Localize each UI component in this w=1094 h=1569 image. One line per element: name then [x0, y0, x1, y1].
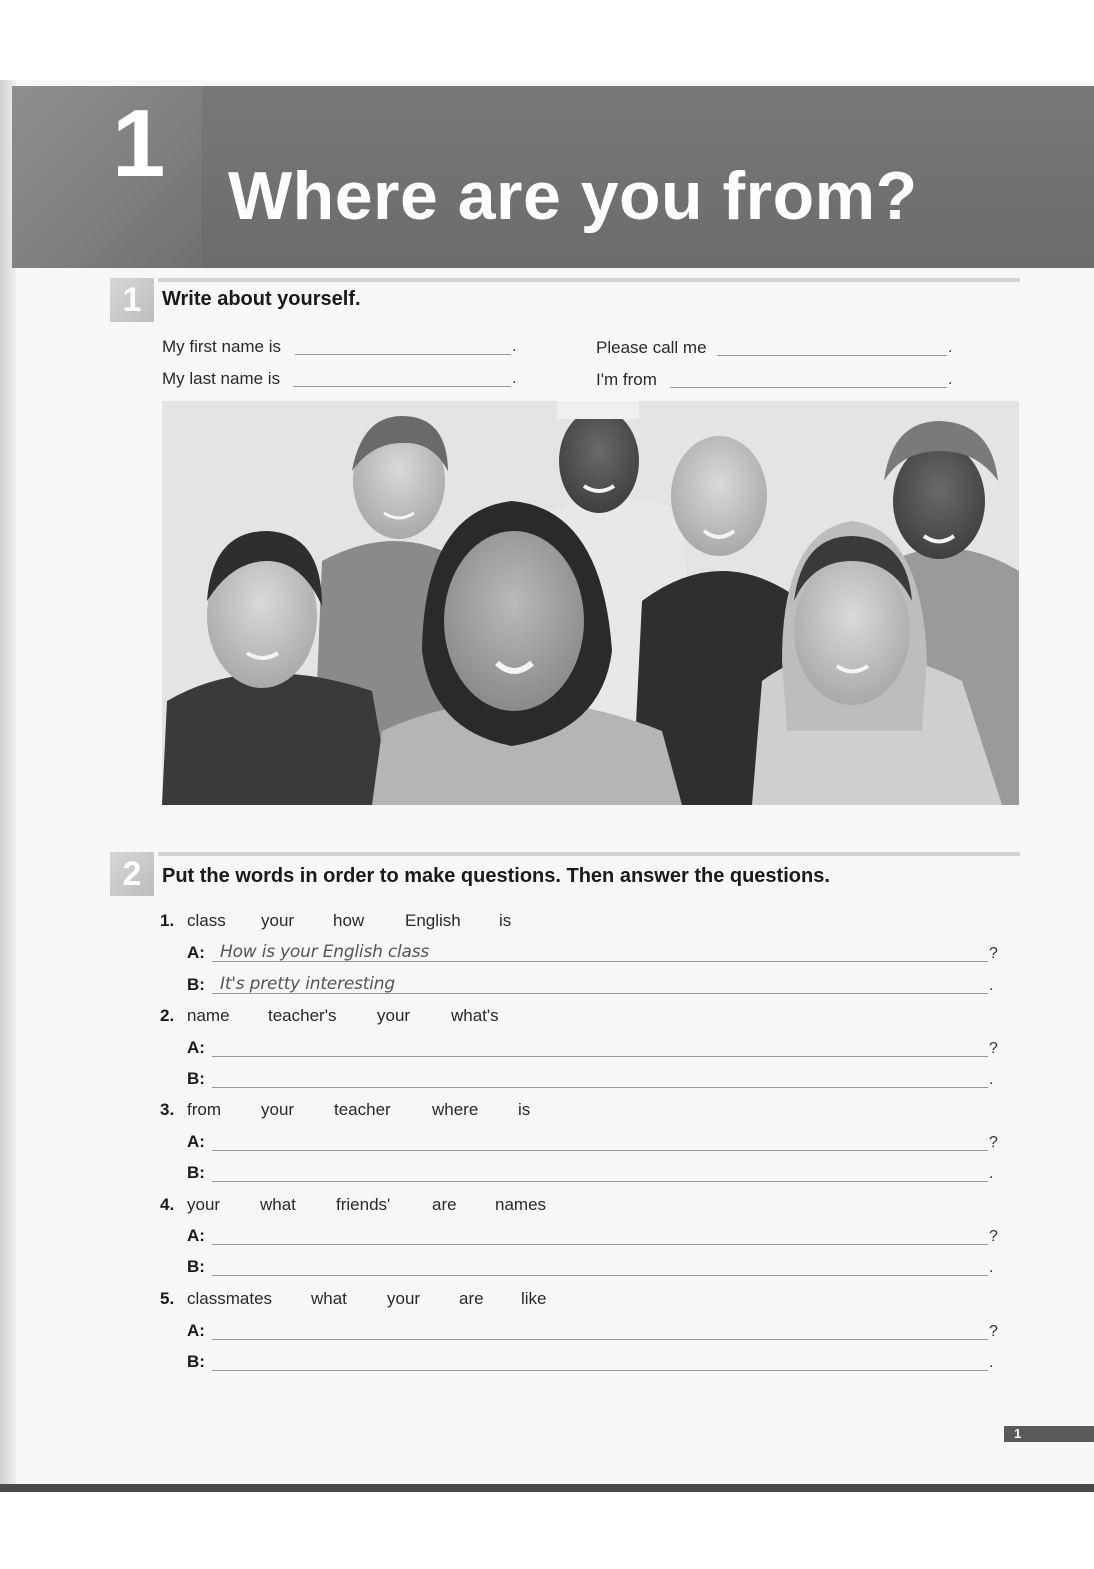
question-2-number: 2. [160, 1006, 175, 1025]
first-name-field[interactable] [295, 336, 511, 355]
question-4-word: names [495, 1195, 547, 1214]
question-3-a-label: A: [187, 1132, 205, 1151]
question-5-b-field[interactable] [212, 1352, 988, 1371]
last-name-end: . [512, 370, 517, 387]
question-1-a-label: A: [187, 943, 205, 962]
question-3-word: from [187, 1100, 221, 1119]
section-2-heading: Put the words in order to make questions. Then answer the questions. [162, 865, 830, 887]
section-2-rule [158, 852, 1020, 856]
question-4-b-end: . [989, 1259, 994, 1276]
call-me-end: . [948, 339, 953, 356]
question-3-word: is [518, 1100, 531, 1119]
question-4-b-label: B: [187, 1257, 205, 1276]
from-end: . [948, 371, 953, 388]
section-2-number: 2 [110, 852, 154, 896]
last-name-field[interactable] [293, 368, 511, 387]
question-1-word: your [261, 911, 295, 930]
question-5-word: are [459, 1289, 484, 1308]
question-5-number: 5. [160, 1289, 175, 1308]
question-4-word: friends' [336, 1195, 391, 1214]
question-4-word: your [187, 1195, 221, 1214]
question-3-b-field[interactable] [212, 1163, 988, 1182]
question-1-a-answer: How is your English class [220, 942, 430, 962]
question-5-a-end: ? [989, 1323, 998, 1340]
question-1-word: English [405, 911, 461, 930]
section-1-heading: Write about yourself. [162, 288, 361, 310]
bottom-edge-bar [0, 1484, 1094, 1492]
question-2-word: your [377, 1006, 411, 1025]
question-5-b-end: . [989, 1354, 994, 1371]
question-5-a-label: A: [187, 1321, 205, 1340]
question-4-a-field[interactable] [212, 1226, 988, 1245]
question-2-b-field[interactable] [212, 1069, 988, 1088]
question-3-word: teacher [334, 1100, 391, 1119]
question-3-a-field[interactable] [212, 1132, 988, 1151]
unit-tab [12, 86, 202, 268]
question-4-word: are [432, 1195, 457, 1214]
question-3-b-end: . [989, 1165, 994, 1182]
group-of-people-photo [162, 401, 1019, 805]
question-3-b-label: B: [187, 1163, 205, 1182]
question-1-b-answer: It's pretty interesting [220, 974, 395, 994]
question-5-word: what [311, 1289, 347, 1308]
page-binding-edge [0, 80, 16, 1492]
question-3-a-end: ? [989, 1134, 998, 1151]
question-4-a-end: ? [989, 1228, 998, 1245]
question-1-number: 1. [160, 911, 175, 930]
question-4-word: what [260, 1195, 296, 1214]
question-4-a-label: A: [187, 1226, 205, 1245]
unit-number: 1 [112, 90, 166, 197]
question-2-word: teacher's [268, 1006, 337, 1025]
question-2-word: name [187, 1006, 230, 1025]
question-5-word: classmates [187, 1289, 273, 1308]
question-2-word: what's [451, 1006, 499, 1025]
question-1-a-end: ? [989, 945, 998, 962]
from-field[interactable] [670, 369, 947, 388]
question-4-number: 4. [160, 1195, 175, 1214]
question-1-word: is [499, 911, 512, 930]
question-5-a-field[interactable] [212, 1321, 988, 1340]
question-3-word: where [432, 1100, 479, 1119]
question-2-a-end: ? [989, 1040, 998, 1057]
section-1-header [110, 278, 1020, 322]
question-5-word: like [521, 1289, 547, 1308]
question-1-b-end: . [989, 977, 994, 994]
question-5-b-label: B: [187, 1352, 205, 1371]
question-5-word: your [387, 1289, 421, 1308]
section-1-number: 1 [110, 278, 154, 322]
page-number: 1 [1004, 1426, 1094, 1442]
question-4-b-field[interactable] [212, 1257, 988, 1276]
question-3-word: your [261, 1100, 295, 1119]
question-1-word: class [187, 911, 226, 930]
question-2-a-field[interactable] [212, 1038, 988, 1057]
question-1-word: how [333, 911, 365, 930]
question-2-a-label: A: [187, 1038, 205, 1057]
question-2-b-end: . [989, 1071, 994, 1088]
from-label: I'm from [596, 370, 657, 389]
call-me-field[interactable] [717, 337, 947, 356]
first-name-label: My first name is [162, 337, 282, 356]
question-2-b-label: B: [187, 1069, 205, 1088]
first-name-end: . [512, 338, 517, 355]
section-2-header [110, 852, 1020, 896]
question-1-b-label: B: [187, 975, 205, 994]
question-3-number: 3. [160, 1100, 175, 1119]
call-me-label: Please call me [596, 338, 707, 357]
last-name-label: My last name is [162, 369, 281, 388]
unit-title: Where are you from? [228, 158, 918, 234]
section-1-rule [158, 278, 1020, 282]
